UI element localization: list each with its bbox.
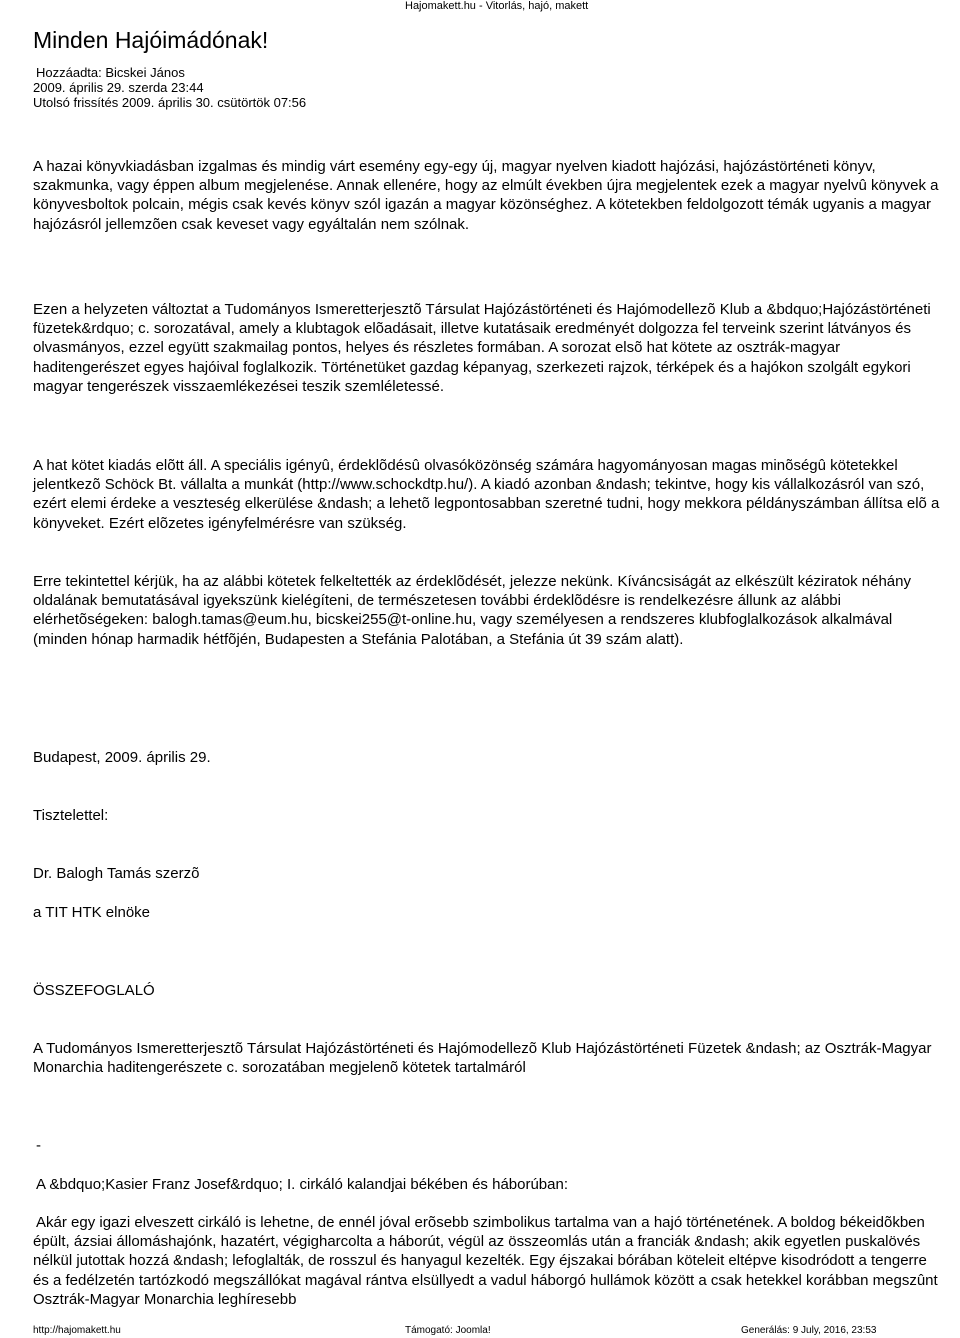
article-paragraph-intro: A hazai könyvkiadásban izgalmas és mindig várt esemény egy-egy új, magyar nyelven kiadott hajózási, hajózástörténeti könyv, szakmunka, vagy éppen album megjelenése. Annak ellenére, hogy az elmúlt években újra megjelentek ezek a magyar nyelvû könyvek a könyvesboltok polcain, mégis csak kevés könyv szól igazán a magyar közönséghez. A kötetekben feldolgozott témák ugyanis a magyar hajózásról jellemzõen csak keveset vagy egyáltalán nem szólnak. xyxy=(33,158,939,233)
article-paragraph-publishing: A hat kötet kiadás elõtt áll. A speciális igényû, érdeklõdésû olvasóközönség számára hagyományosan magas minõségû kötetekkel jelentkezõ Schöck Bt. vállalta a munkát (http://www.schockdtp.hu/). A kiadó azonban &ndash; tekintve, hogy kis vállalkozásról van szó, ezért elemi érdeke a veszteség elkerülése &ndash; a lehetõ legpontosabban szeretné tudni, hogy mekkora példányszámban állítsa elõ a könyveket. Ezért elõzetes igényfelmérésre van szükség. xyxy=(33,457,940,532)
author-line: Hozzáadta: Bicskei János xyxy=(36,65,185,80)
updated-date: Utolsó frissítés 2009. április 30. csütörtök 07:56 xyxy=(33,95,307,110)
volume-title: A &bdquo;Kasier Franz Josef&rdquo; I. cirkáló kalandjai békében és háborúban: xyxy=(36,1176,569,1193)
signature-greeting: Tisztelettel: xyxy=(33,807,109,824)
footer-generated: Generálás: 9 July, 2016, 23:53 xyxy=(741,1325,877,1336)
article-meta xyxy=(33,65,306,110)
list-dash: - xyxy=(36,1137,41,1154)
signature-author: Dr. Balogh Tamás szerzõ xyxy=(33,865,200,882)
signature-role: a TIT HTK elnöke xyxy=(33,904,150,921)
site-header-title: Hajomakett.hu - Vitorlás, hajó, makett xyxy=(405,0,589,12)
article-paragraph-contact: Erre tekintettel kérjük, ha az alábbi kötetek felkeltették az érdeklõdését, jelezze nekünk. Kíváncsiságát az elkészült kéziratok néhány oldalának bemutatásával igyekszünk kielégíteni, de természetesen további érdeklõdésre is rendelkezésre állunk az alábbi elérhetõségeken: balogh.tamas@eum.hu, bicskei255@t-online.hu, vagy személyesen a rendszeres klubfoglalkozások alkalmával (minden hónap harmadik hétfõjén, Budapesten a Stefánia Palotában, a Stefánia út 39 szám alatt). xyxy=(33,573,911,648)
article-paragraph-series: Ezen a helyzeten változtat a Tudományos Ismeretterjesztõ Társulat Hajózástörténeti és Hajómodellezõ Klub a &bdquo;Hajózástörténeti füzetek&rdquo; c. sorozatával, amely a klubtagok elõadásait, illetve kutatásaik eredményét dolgozza fel terveink szerint látványos és olvasmányos, ezzel együtt szakmailag pontos, helyes és részletes formában. A sorozat elsõ hat kötete az osztrák-magyar haditengerészet egyes hajóival foglalkozik. Történetüket gazdag képanyag, szerkezeti rajzok, térképek és a hajókon szolgált egykori magyar tengerészek visszaemlékezései teszik szemléletessé. xyxy=(33,301,931,395)
footer-url[interactable]: http://hajomakett.hu xyxy=(33,1325,121,1336)
article-title: Minden Hajóimádónak! xyxy=(33,27,269,53)
volume-description: Akár egy igazi elveszett cirkáló is lehetne, de ennél jóval erõsebb szimbolikus tartalma van a hajó történetének. A boldog békeidõkben épült, ázsiai állomáshajónk, hazatért, végigharcolta a háborút, végül az összeomlás után a franciák &ndash; akik egyetlen puskalövés nélkül jutottak hozzá &ndash; lefoglalták, de rosszul és hanyagul kezelték. Egy éjszakai bórában köteleit eltépve kisodródott a tengerre és a fedélzetén tartózkodó megszállókat magával rántva elsüllyedt a vadul háborgó hullámok között a csak hetekkel korábban megszûnt Osztrák-Magyar Monarchia leghíresebb xyxy=(33,1214,938,1308)
signature-place-date: Budapest, 2009. április 29. xyxy=(33,749,211,766)
summary-heading: ÖSSZEFOGLALÓ xyxy=(33,982,155,999)
created-date: 2009. április 29. szerda 23:44 xyxy=(33,80,204,95)
summary-intro: A Tudományos Ismeretterjesztõ Társulat Hajózástörténeti és Hajómodellezõ Klub Hajózástörténeti Füzetek &ndash; az Osztrák-Magyar Monarchia haditengerészete c. sorozatában megjelenõ kötetek tartalmáról xyxy=(33,1040,932,1077)
footer-sponsor: Támogató: Joomla! xyxy=(405,1325,491,1336)
